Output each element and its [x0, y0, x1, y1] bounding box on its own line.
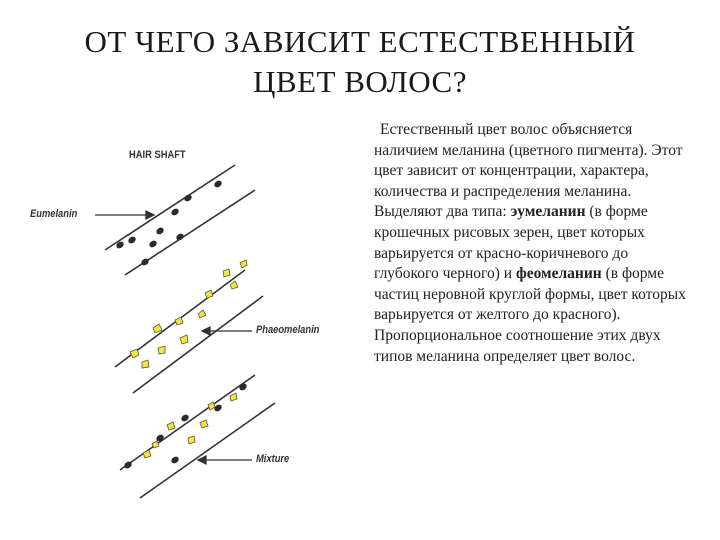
term-eumelanin: эумеланин	[510, 203, 586, 221]
term-phaeomelanin: феомеланин	[515, 265, 602, 283]
mixture-label: Mixture	[256, 453, 290, 465]
shaft-3-edge-b	[140, 403, 275, 498]
text-part-1: Естественный цвет волос объясняется наличием меланина (цветного пигмента). Этот цвет зависит от концентрации, характера, количества и распределения меланина. Выделяют два типа:	[374, 121, 683, 221]
hair-shaft-diagram	[30, 120, 375, 520]
title-line-2: ЦВЕТ ВОЛОС?	[253, 64, 467, 99]
hair-shaft-label: HAIR SHAFT	[129, 149, 186, 161]
title-line-1: ОТ ЧЕГО ЗАВИСИТ ЕСТЕСТВЕННЫЙ	[84, 24, 636, 59]
text-part-2: (в форме крошечных рисовых зерен, цвет которых варьируется от красно-коричневого до глубокого черного) и	[374, 203, 648, 283]
text-part-3: (в форме частиц неровной круглой формы, цвет которых варьируется от желтого до красного). Пропорциональное соотношение этих двух типов меланина определяет цвет волос.	[374, 265, 686, 365]
phaeomelanin-label: Phaeomelanin	[256, 324, 320, 336]
description-text	[374, 120, 689, 367]
mixture-particles	[123, 382, 248, 470]
eumelanin-granules	[115, 179, 223, 267]
shaft-2-edge-b	[133, 296, 263, 393]
shaft-3-edge-a	[120, 375, 255, 470]
eumelanin-label: Eumelanin	[30, 208, 78, 220]
description-paragraph	[374, 120, 689, 367]
slide-title	[0, 22, 720, 102]
hair-shaft-figure	[30, 120, 375, 520]
shaft-1-edge-a	[105, 165, 235, 250]
